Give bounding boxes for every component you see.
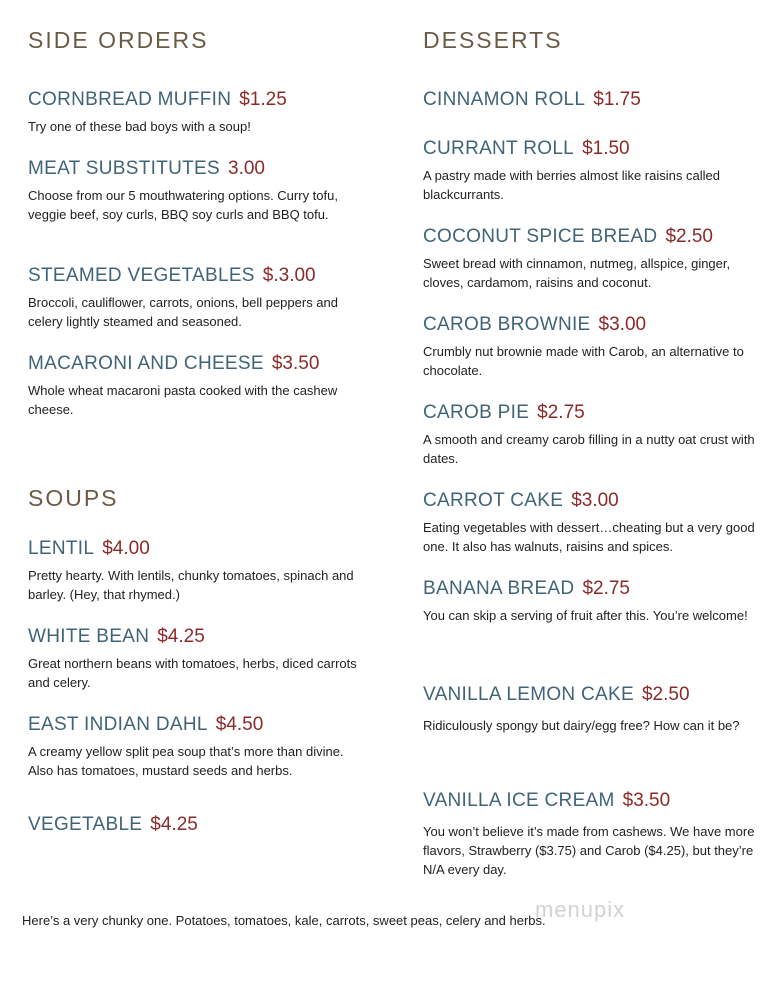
menu-item-macaroni-and-cheese — [28, 353, 368, 419]
menu-item-carrot-cake — [423, 490, 763, 556]
item-price: $2.75 — [537, 402, 585, 423]
desserts-title: DESSERTS — [423, 27, 563, 53]
item-description: Pretty hearty. With lentils, chunky tomatoes, spinach and barley. (Hey, that rhymed.) — [28, 567, 354, 602]
item-price: $4.00 — [102, 538, 150, 559]
item-name: EAST INDIAN DAHL — [28, 714, 208, 735]
item-price: $1.25 — [239, 89, 287, 110]
menu-item-vegetable — [28, 814, 368, 836]
item-price: $3.00 — [571, 490, 619, 511]
item-price: $4.50 — [215, 714, 264, 735]
item-price: 3.00 — [228, 158, 265, 179]
menu-item-carob-brownie — [423, 314, 763, 380]
menu-item-white-bean — [28, 626, 368, 692]
menu-item-currant-roll — [423, 138, 763, 204]
item-price: $1.50 — [582, 138, 630, 159]
item-price: $4.25 — [157, 626, 205, 647]
menu-item-meat-substitutes — [28, 158, 368, 224]
item-name: BANANA BREAD — [423, 578, 575, 599]
item-name: LENTIL — [28, 538, 95, 559]
item-name: CINNAMON ROLL — [423, 89, 586, 110]
item-name: CURRANT ROLL — [423, 138, 575, 159]
menu-item-cornbread-muffin — [28, 89, 368, 136]
menu-item-east-indian-dahl — [28, 714, 368, 780]
item-name: MEAT SUBSTITUTES — [28, 158, 221, 179]
item-name: VANILLA LEMON CAKE — [423, 684, 634, 705]
menu-item-carob-pie — [423, 402, 763, 468]
soups-title: SOUPS — [28, 485, 119, 511]
item-price: $.3.00 — [262, 265, 316, 286]
item-description: Crumbly nut brownie made with Carob, an alternative to chocolate. — [423, 343, 744, 378]
item-name: MACARONI AND CHEESE — [28, 353, 264, 374]
item-description: Broccoli, cauliflower, carrots, onions, bell peppers and celery lightly steamed and seasoned. — [28, 294, 338, 329]
item-description: Sweet bread with cinnamon, nutmeg, allspice, ginger, cloves, cardamom, raisins and coconut. — [423, 255, 731, 290]
item-description: Eating vegetables with dessert…cheating but a very good one. It also has walnuts, raisins and spices. — [423, 519, 755, 554]
menu-item-vanilla-lemon-cake — [423, 684, 763, 735]
item-name: VEGETABLE — [28, 814, 143, 835]
item-price: $4.25 — [150, 814, 198, 835]
menupix-watermark: menupix — [535, 897, 626, 922]
item-name: COCONUT SPICE BREAD — [423, 226, 658, 247]
item-price: $2.50 — [641, 684, 690, 705]
item-description: You won’t believe it’s made from cashews. We have more flavors, Strawberry ($3.75) and Carob ($4.25), but they’re N/A every day. — [423, 823, 755, 877]
item-name: STEAMED VEGETABLES — [28, 265, 255, 286]
item-name: CORNBREAD MUFFIN — [28, 89, 232, 110]
item-name: VANILLA ICE CREAM — [423, 790, 615, 811]
item-description: Choose from our 5 mouthwatering options. Curry tofu, veggie beef, soy curls, BBQ soy curls and BBQ tofu. — [28, 187, 338, 222]
item-name: CAROB BROWNIE — [423, 314, 591, 335]
item-description: A smooth and creamy carob filling in a nutty oat crust with dates. — [423, 431, 755, 466]
item-name: CARROT CAKE — [423, 490, 564, 511]
menu-item-cinnamon-roll — [423, 89, 763, 111]
item-name: WHITE BEAN — [28, 626, 150, 647]
item-description: Great northern beans with tomatoes, herbs, diced carrots and celery. — [28, 655, 357, 690]
item-description: Ridiculously spongy but dairy/egg free? How can it be? — [423, 717, 740, 733]
menu-item-banana-bread — [423, 578, 763, 625]
item-description: Try one of these bad boys with a soup! — [28, 118, 251, 134]
item-price: $1.75 — [593, 89, 641, 110]
item-price: $2.75 — [582, 578, 630, 599]
item-description: Here’s a very chunky one. Potatoes, tomatoes, kale, carrots, sweet peas, celery and herbs. — [22, 913, 546, 928]
item-name: CAROB PIE — [423, 402, 530, 423]
item-price: $3.00 — [598, 314, 647, 335]
menu-item-vanilla-ice-cream — [423, 790, 763, 879]
side-orders-title: SIDE ORDERS — [28, 27, 209, 53]
item-description: You can skip a serving of fruit after this. You’re welcome! — [423, 607, 748, 623]
menu-item-coconut-spice-bread — [423, 226, 763, 292]
menu-item-steamed-vegetables — [28, 265, 368, 331]
item-price: $2.50 — [665, 226, 713, 247]
item-description: A creamy yellow split pea soup that’s more than divine. Also has tomatoes, mustard seeds and herbs. — [28, 743, 344, 778]
item-price: $3.50 — [622, 790, 671, 811]
item-description: Whole wheat macaroni pasta cooked with the cashew cheese. — [28, 382, 338, 417]
menu-item-lentil — [28, 538, 368, 604]
item-price: $3.50 — [271, 353, 320, 374]
item-description: A pastry made with berries almost like raisins called blackcurrants. — [423, 167, 720, 202]
